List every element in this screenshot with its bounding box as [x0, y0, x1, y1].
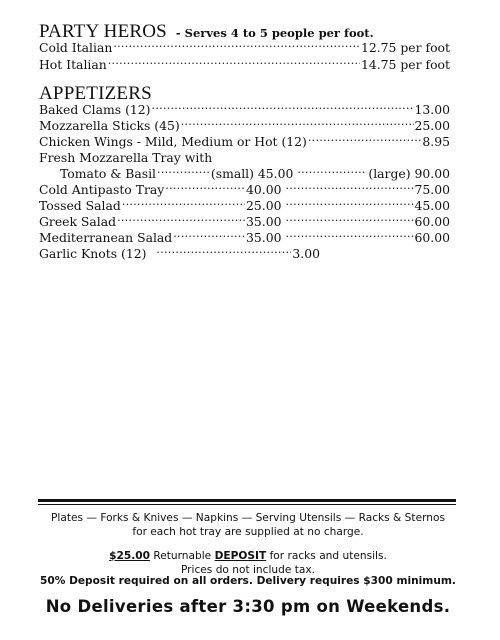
- leader-dots: [117, 216, 245, 226]
- menu-item-cold-antipasto: [39, 182, 450, 198]
- supplies-note: [30, 511, 466, 539]
- supplies-line-1: Plates — Forks & Knives — Napkins — Serving Utensils — Racks & Sternos: [51, 512, 445, 524]
- leader-dots: [165, 184, 245, 194]
- item-name: Mozzarella Sticks (45): [39, 118, 180, 133]
- tray-heading: Fresh Mozzarella Tray with: [39, 150, 213, 165]
- leader-dots: [108, 59, 360, 69]
- policy-line: 50% Deposit required on all orders. Delivery requires $300 minimum.: [40, 575, 456, 587]
- leader-dots: [173, 232, 245, 242]
- item-price: 3.00: [292, 246, 320, 261]
- leader-dots: [286, 200, 414, 210]
- small-price: 35.00: [246, 214, 282, 229]
- item-price: 25.00: [414, 118, 450, 133]
- leader-dots: [157, 168, 210, 178]
- leader-dots: [286, 184, 414, 194]
- deposit-amount: $25.00: [109, 550, 150, 562]
- leader-dots: [122, 200, 245, 210]
- menu-item-chicken-wings: [39, 134, 450, 150]
- item-name: Baked Clams (12): [39, 102, 151, 117]
- small-price: 40.00: [246, 182, 282, 197]
- item-price: 8.95: [422, 134, 450, 149]
- weekend-delivery-line: No Deliveries after 3:30 pm on Weekends.: [45, 597, 451, 616]
- supplies-line-2: for each hot tray are supplied at no charge.: [132, 526, 364, 538]
- large-price: (large) 90.00: [368, 166, 450, 181]
- item-name: Tossed Salad: [39, 198, 121, 213]
- party-heros-heading: [39, 22, 374, 41]
- item-name: Cold Italian: [39, 40, 113, 55]
- item-price: 14.75 per foot: [360, 57, 450, 72]
- item-price: 13.00: [414, 102, 450, 117]
- party-heros-title: PARTY HEROS: [39, 21, 167, 42]
- leader-dots: [297, 168, 367, 178]
- menu-item-tomato-basil: [60, 166, 450, 182]
- item-name: Mediterranean Salad: [39, 230, 173, 245]
- deposit-returnable: Returnable: [153, 550, 212, 562]
- item-name: Tomato & Basil: [60, 166, 157, 181]
- deposit-word: DEPOSIT: [214, 550, 267, 562]
- menu-item-hot-italian: [39, 57, 450, 73]
- leader-dots: [308, 136, 422, 146]
- deposit-rest: for racks and utensils.: [269, 550, 387, 562]
- item-name: Greek Salad: [39, 214, 117, 229]
- menu-item-tossed-salad: [39, 198, 450, 214]
- leader-dots: [113, 42, 360, 52]
- footer-divider-thin: [38, 504, 456, 505]
- tax-line: Prices do not include tax.: [180, 564, 316, 576]
- small-price: (small) 45.00: [210, 166, 294, 181]
- leader-dots: [286, 216, 414, 226]
- deposit-line: [30, 549, 466, 563]
- deposit-note: [30, 549, 466, 577]
- menu-item-mozzarella-sticks: [39, 118, 450, 134]
- party-heros-note: - Serves 4 to 5 people per foot.: [175, 26, 374, 40]
- menu-item-baked-clams: [39, 102, 450, 118]
- menu-item-mediterranean-salad: [39, 230, 450, 246]
- small-price: 25.00: [246, 198, 282, 213]
- large-price: 60.00: [414, 214, 450, 229]
- large-price: 45.00: [414, 198, 450, 213]
- appetizers-heading: APPETIZERS: [39, 83, 152, 104]
- menu-item-garlic-knots: [39, 246, 320, 262]
- menu-item-cold-italian: [39, 40, 450, 56]
- leader-dots: [152, 104, 414, 114]
- leader-dots: [181, 120, 414, 130]
- leader-dots: [156, 248, 291, 258]
- leader-dots: [286, 232, 414, 242]
- item-price: 12.75 per foot: [360, 40, 450, 55]
- large-price: 60.00: [414, 230, 450, 245]
- footer-divider-thick: [38, 499, 456, 502]
- small-price: 35.00: [246, 230, 282, 245]
- item-name: Garlic Knots (12): [39, 246, 147, 261]
- item-name: Cold Antipasto Tray: [39, 182, 165, 197]
- menu-item-greek-salad: [39, 214, 450, 230]
- item-name: Hot Italian: [39, 57, 107, 72]
- large-price: 75.00: [414, 182, 450, 197]
- item-name: Chicken Wings - Mild, Medium or Hot (12): [39, 134, 307, 149]
